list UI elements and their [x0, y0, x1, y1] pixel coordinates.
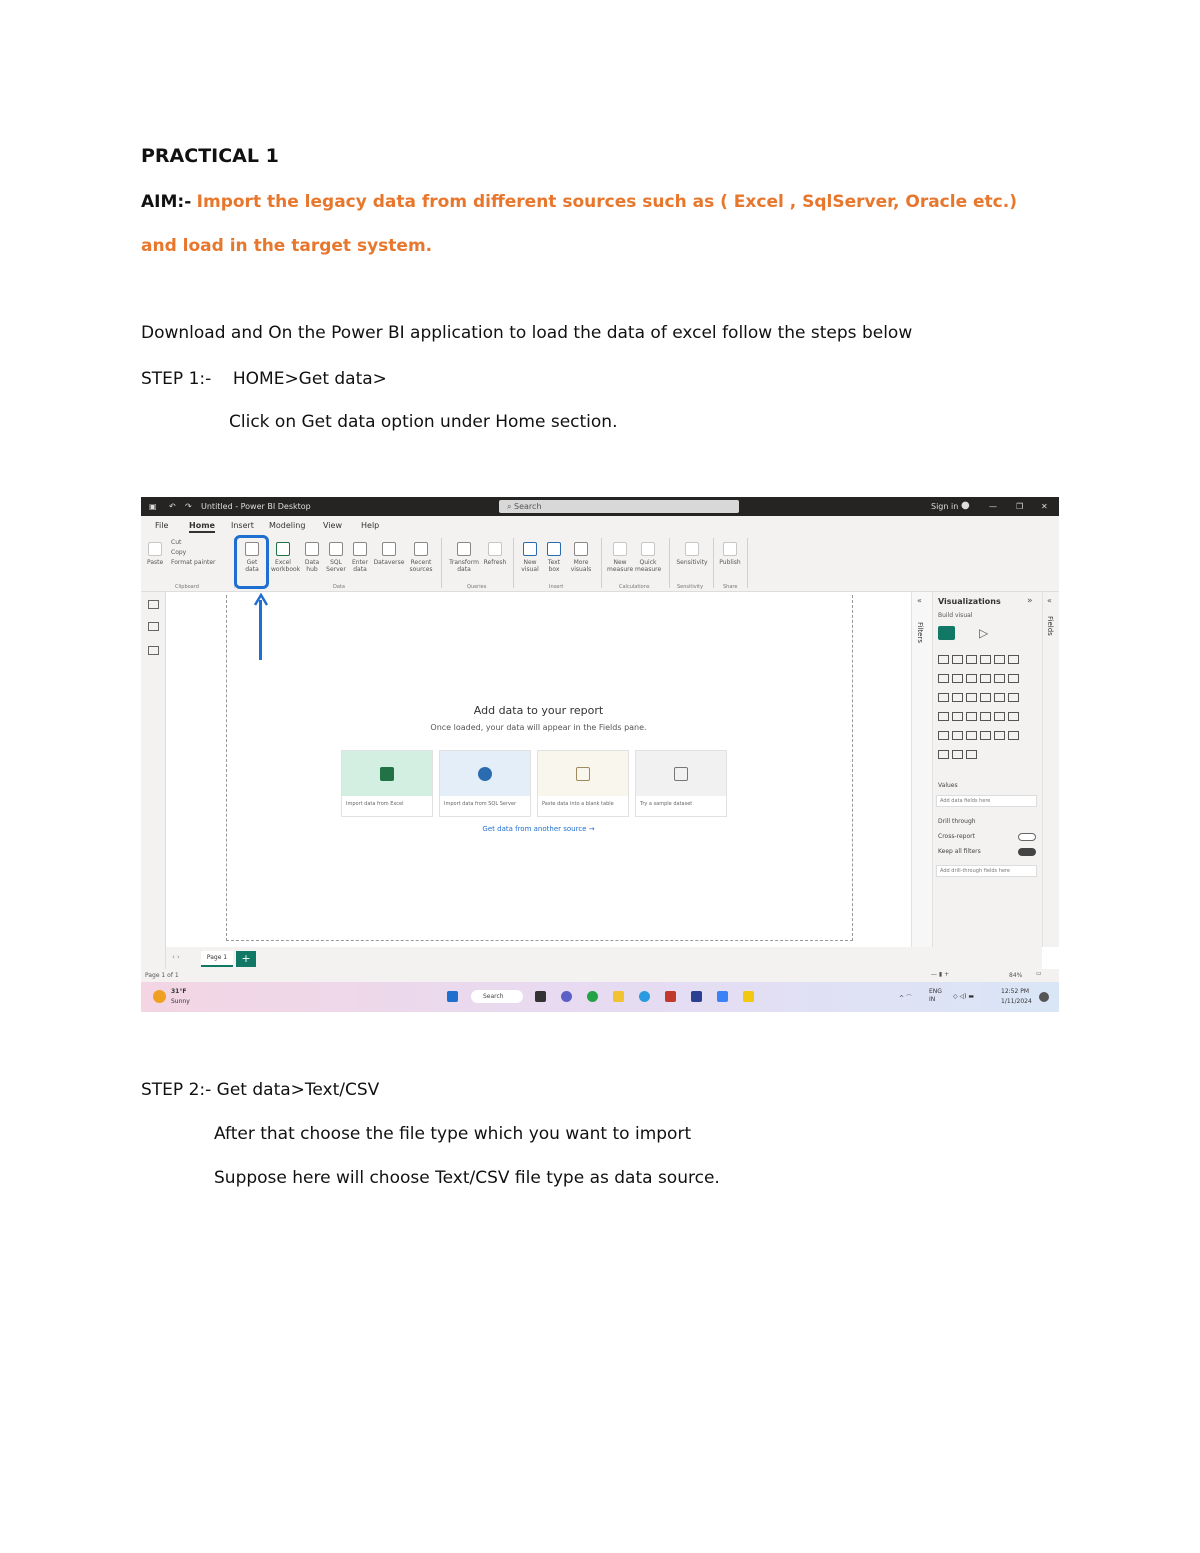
table-icon: [353, 542, 367, 556]
sensitivity-icon: [685, 542, 699, 556]
dataverse-icon: [382, 542, 396, 556]
filters-label: Filters: [916, 622, 924, 643]
start-icon[interactable]: [447, 991, 458, 1002]
aim-text-1: Import the legacy data from different sources such as ( Excel , SqlServer, Oracle etc.): [196, 192, 1017, 212]
excel-icon: [380, 767, 394, 781]
tab-view[interactable]: View: [323, 521, 342, 530]
excel-icon: [276, 542, 290, 556]
import-excel-card[interactable]: Import data from Excel: [341, 750, 433, 817]
step2-line-2: Suppose here will choose Text/CSV file type as data source.: [214, 1168, 720, 1188]
intro-text: Download and On the Power BI application to load the data of excel follow the steps below: [141, 323, 913, 343]
cross-report-label: Cross-report: [938, 833, 975, 840]
copy-button[interactable]: Copy: [171, 549, 187, 556]
table-view-icon[interactable]: [148, 622, 159, 631]
status-bar: [141, 969, 1059, 982]
undo-icon[interactable]: ↶: [169, 502, 176, 511]
new-measure-button[interactable]: New measure: [607, 542, 633, 573]
get-more-sources-link[interactable]: Get data from another source →: [482, 825, 595, 833]
weather-icon[interactable]: [153, 990, 166, 1003]
view-rail: [141, 592, 166, 977]
add-page-button[interactable]: +: [236, 951, 256, 967]
cut-button[interactable]: Cut: [171, 539, 182, 546]
page-status: Page 1 of 1: [145, 972, 179, 979]
store-icon[interactable]: [691, 991, 702, 1002]
sample-dataset-card[interactable]: Try a sample dataset: [635, 750, 727, 817]
more-visuals-icon: [574, 542, 588, 556]
values-well[interactable]: Add data fields here: [936, 795, 1037, 807]
drill-through-well[interactable]: Add drill-through fields here: [936, 865, 1037, 877]
publish-button[interactable]: Publish: [717, 542, 743, 566]
expand-icon[interactable]: »: [1027, 596, 1033, 606]
menu-bar: [141, 516, 1059, 534]
paste-data-card[interactable]: Paste data into a blank table: [537, 750, 629, 817]
publish-icon: [723, 542, 737, 556]
collapse-fields-icon: «: [1047, 596, 1052, 605]
aim-text-2: and load in the target system.: [141, 236, 433, 256]
group-queries: Queries: [467, 584, 487, 590]
zoom-level: 84%: [1009, 972, 1023, 979]
ribbon: [141, 534, 1059, 592]
tab-file[interactable]: File: [155, 521, 169, 530]
data-hub-icon: [305, 542, 319, 556]
refresh-button[interactable]: Refresh: [483, 542, 507, 566]
enter-data-button[interactable]: Enter data: [349, 542, 371, 573]
aim-line-1: [141, 192, 1017, 212]
group-clipboard: Clipboard: [175, 584, 199, 590]
paste-icon: [148, 542, 162, 556]
keep-filters-label: Keep all filters: [938, 848, 981, 855]
redo-icon[interactable]: ↷: [185, 502, 192, 511]
page-tab[interactable]: Page 1: [201, 951, 233, 967]
window-title: Untitled - Power BI Desktop: [201, 502, 311, 511]
visualizations-pane: [932, 592, 1042, 947]
sql-icon: [329, 542, 343, 556]
group-insert: Insert: [549, 584, 564, 590]
sign-in-link[interactable]: Sign in: [931, 502, 959, 511]
notification-icon[interactable]: [1039, 992, 1049, 1002]
sensitivity-button[interactable]: Sensitivity: [675, 542, 709, 566]
keep-filters-toggle[interactable]: [1018, 848, 1036, 856]
chart-icon: [523, 542, 537, 556]
group-sensitivity: Sensitivity: [677, 584, 704, 590]
title-bar: [141, 497, 1059, 516]
weather-desc: Sunny: [171, 998, 190, 1005]
restore-icon[interactable]: ❐: [1016, 502, 1024, 511]
collapse-icon: «: [917, 596, 922, 605]
paste-button[interactable]: Paste: [147, 542, 163, 566]
zoom-slider[interactable]: — ▮ +: [931, 971, 950, 978]
doc-title: PRACTICAL 1: [141, 145, 279, 167]
language-indicator[interactable]: ENG IN: [929, 988, 942, 1003]
tab-help[interactable]: Help: [361, 521, 380, 530]
minimize-icon[interactable]: —: [989, 502, 997, 511]
fit-page-icon[interactable]: ▭: [1036, 970, 1042, 977]
step1-heading: STEP 1:- HOME>Get data>: [141, 369, 387, 389]
clipboard-icon: [576, 767, 590, 781]
step2-line-1: After that choose the file type which you want to import: [214, 1124, 692, 1144]
recent-sources-button[interactable]: Recent sources: [407, 542, 435, 573]
search-input[interactable]: ⌕ Search: [499, 500, 739, 513]
format-visual-icon[interactable]: ▷: [979, 626, 989, 640]
whatsapp-icon[interactable]: [587, 991, 598, 1002]
model-view-icon[interactable]: [148, 646, 159, 655]
fields-pane[interactable]: [1042, 592, 1059, 947]
add-data-title: Add data to your report: [473, 704, 604, 717]
recent-icon: [414, 542, 428, 556]
group-calculations: Calculations: [619, 584, 650, 590]
build-visual-label: Build visual: [938, 612, 973, 619]
transform-data-button[interactable]: Transform data: [447, 542, 481, 573]
quick-measure-icon: [641, 542, 655, 556]
avatar[interactable]: ●: [961, 500, 970, 511]
get-data-button[interactable]: Get data: [241, 542, 263, 573]
weather-temp: 31°F: [171, 988, 187, 995]
tray-chevron-icon[interactable]: ^ ⌒: [899, 995, 912, 1002]
step2-heading: STEP 2:- Get data>Text/CSV: [141, 1080, 380, 1100]
dataverse-button[interactable]: Dataverse: [373, 542, 405, 566]
save-icon[interactable]: ▣: [149, 502, 157, 511]
tab-modeling[interactable]: Modeling: [269, 521, 306, 530]
calculator-icon: [613, 542, 627, 556]
filters-pane[interactable]: [911, 592, 932, 947]
step1-description: Click on Get data option under Home section.: [229, 412, 618, 432]
clock-date[interactable]: 1/11/2024: [1001, 998, 1032, 1005]
search-icon: ⌕: [507, 502, 515, 511]
annotation-arrow: [259, 600, 262, 660]
tab-insert[interactable]: Insert: [231, 521, 254, 530]
wifi-volume-battery-icon[interactable]: ◇ ◁) ▬: [953, 993, 975, 1000]
task-view-icon[interactable]: [535, 991, 546, 1002]
page-tabs-bar: [166, 947, 1042, 969]
taskbar: [141, 982, 1059, 1012]
sample-icon: [674, 767, 688, 781]
app-icon[interactable]: [717, 991, 728, 1002]
build-visual-icon[interactable]: [938, 626, 955, 640]
format-painter-button[interactable]: Format painter: [171, 559, 216, 566]
data-hub-button[interactable]: Data hub: [301, 542, 323, 573]
aim-label: AIM:-: [141, 192, 192, 212]
new-visual-button[interactable]: New visual: [519, 542, 541, 573]
get-data-highlight: [234, 535, 269, 589]
transform-icon: [457, 542, 471, 556]
report-canvas: [166, 592, 911, 947]
page-nav-icon[interactable]: ‹ ›: [172, 953, 180, 961]
sql-server-button[interactable]: SQL Server: [325, 542, 347, 573]
import-sql-card[interactable]: Import data from SQL Server: [439, 750, 531, 817]
text-box-icon: [547, 542, 561, 556]
quick-measure-button[interactable]: Quick measure: [635, 542, 661, 573]
mcafee-icon[interactable]: [665, 991, 676, 1002]
group-share: Share: [723, 584, 738, 590]
refresh-icon: [488, 542, 502, 556]
teams-icon[interactable]: [561, 991, 572, 1002]
add-data-subtitle: Once loaded, your data will appear in the Fields pane.: [430, 723, 647, 732]
file-explorer-icon[interactable]: [613, 991, 624, 1002]
excel-workbook-button[interactable]: Excel workbook: [271, 542, 295, 573]
fields-label: Fields: [1046, 616, 1054, 636]
text-box-button[interactable]: Text box: [543, 542, 565, 573]
visual-types-grid[interactable]: [938, 654, 1038, 768]
visualizations-title: Visualizations: [938, 597, 1001, 606]
drill-through-label: Drill through: [938, 818, 976, 825]
more-visuals-button[interactable]: More visuals: [567, 542, 595, 573]
report-view-icon[interactable]: [148, 600, 159, 609]
cross-report-toggle[interactable]: [1018, 833, 1036, 841]
clipboard-actions: [171, 538, 216, 568]
group-data: Data: [333, 584, 345, 590]
powerbi-screenshot: [141, 497, 1059, 1012]
edge-icon[interactable]: [639, 991, 650, 1002]
taskbar-search[interactable]: Search: [471, 990, 523, 1003]
clock-time[interactable]: 12:52 PM: [1001, 988, 1029, 995]
close-icon[interactable]: ✕: [1041, 502, 1048, 511]
sql-icon: [478, 767, 492, 781]
powerbi-icon[interactable]: [743, 991, 754, 1002]
values-label: Values: [938, 782, 958, 789]
tab-home[interactable]: Home: [189, 521, 215, 533]
